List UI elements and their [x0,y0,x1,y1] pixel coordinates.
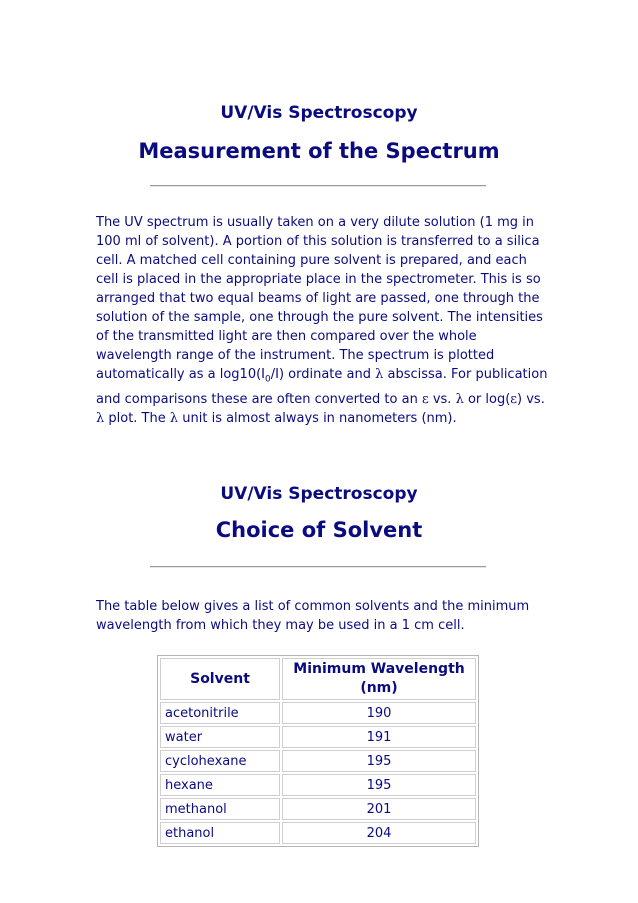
lambda-symbol: λ [169,410,179,426]
solvent-cell: hexane [160,774,280,796]
paragraph-text: or log( [463,391,511,407]
section2-divider [150,566,486,568]
table-row [160,726,476,748]
paragraph-text: vs. [428,391,456,407]
wavelength-cell: 190 [282,702,476,724]
epsilon-symbol: ε [421,391,429,407]
header-solvent: Solvent [160,658,280,700]
paragraph-text: plot. The [104,410,170,426]
table-header-row [160,658,476,700]
wavelength-cell: 195 [282,774,476,796]
solvent-cell: methanol [160,798,280,820]
solvent-cell: ethanol [160,822,280,844]
lambda-symbol: λ [455,391,464,407]
wavelength-cell: 201 [282,798,476,820]
paragraph-text: ) vs. [517,391,545,407]
wavelength-cell: 191 [282,726,476,748]
wavelength-cell: 195 [282,750,476,772]
solvent-cell: cyclohexane [160,750,280,772]
solvent-cell: water [160,726,280,748]
paragraph-text: The UV spectrum is usually taken on a very dilute solution (1 mg in 100 ml of solvent). A portion of this solution is transferred to a silica cell. A matched cell containing pure solvent is prepared, and each cell is placed in the appropriate place in the spectrometer. This is so arranged that two equal beams of light are passed, one through the solution of the sample, one through the pure solvent. The intensities of the transmitted light are then compared over the whole wavelength range of the instrument. The spectrum is plotted automatically as a log10(I [96,215,543,382]
table-row [160,774,476,796]
section2-title: Choice of Solvent [215,518,423,542]
header-min-wavelength: Minimum Wavelength (nm) [282,658,476,700]
lambda-symbol: λ [96,410,105,426]
table-row [160,750,476,772]
lambda-symbol: λ [375,367,384,382]
section2-subtitle: UV/Vis Spectroscopy [220,484,418,504]
solvent-table [157,655,479,847]
paragraph-text: abscissa. For publication and comparisons these are often converted to an [96,367,548,407]
table-row [160,822,476,844]
section2-intro: The table below gives a list of common solvents and the minimum wavelength from which they may be used in a 1 cm cell. [96,599,530,633]
section1-paragraph [96,213,548,428]
section1-divider [150,185,486,187]
epsilon-symbol: ε [510,391,518,407]
paragraph-text: unit is almost always in nanometers (nm). [178,410,457,426]
subscript-zero: 0 [265,374,271,385]
wavelength-cell: 204 [282,822,476,844]
table-row [160,798,476,820]
section1-title: Measurement of the Spectrum [138,139,500,163]
table-row [160,702,476,724]
section1-subtitle: UV/Vis Spectroscopy [220,103,418,123]
solvent-cell: acetonitrile [160,702,280,724]
paragraph-text: /I) ordinate and [270,367,376,382]
